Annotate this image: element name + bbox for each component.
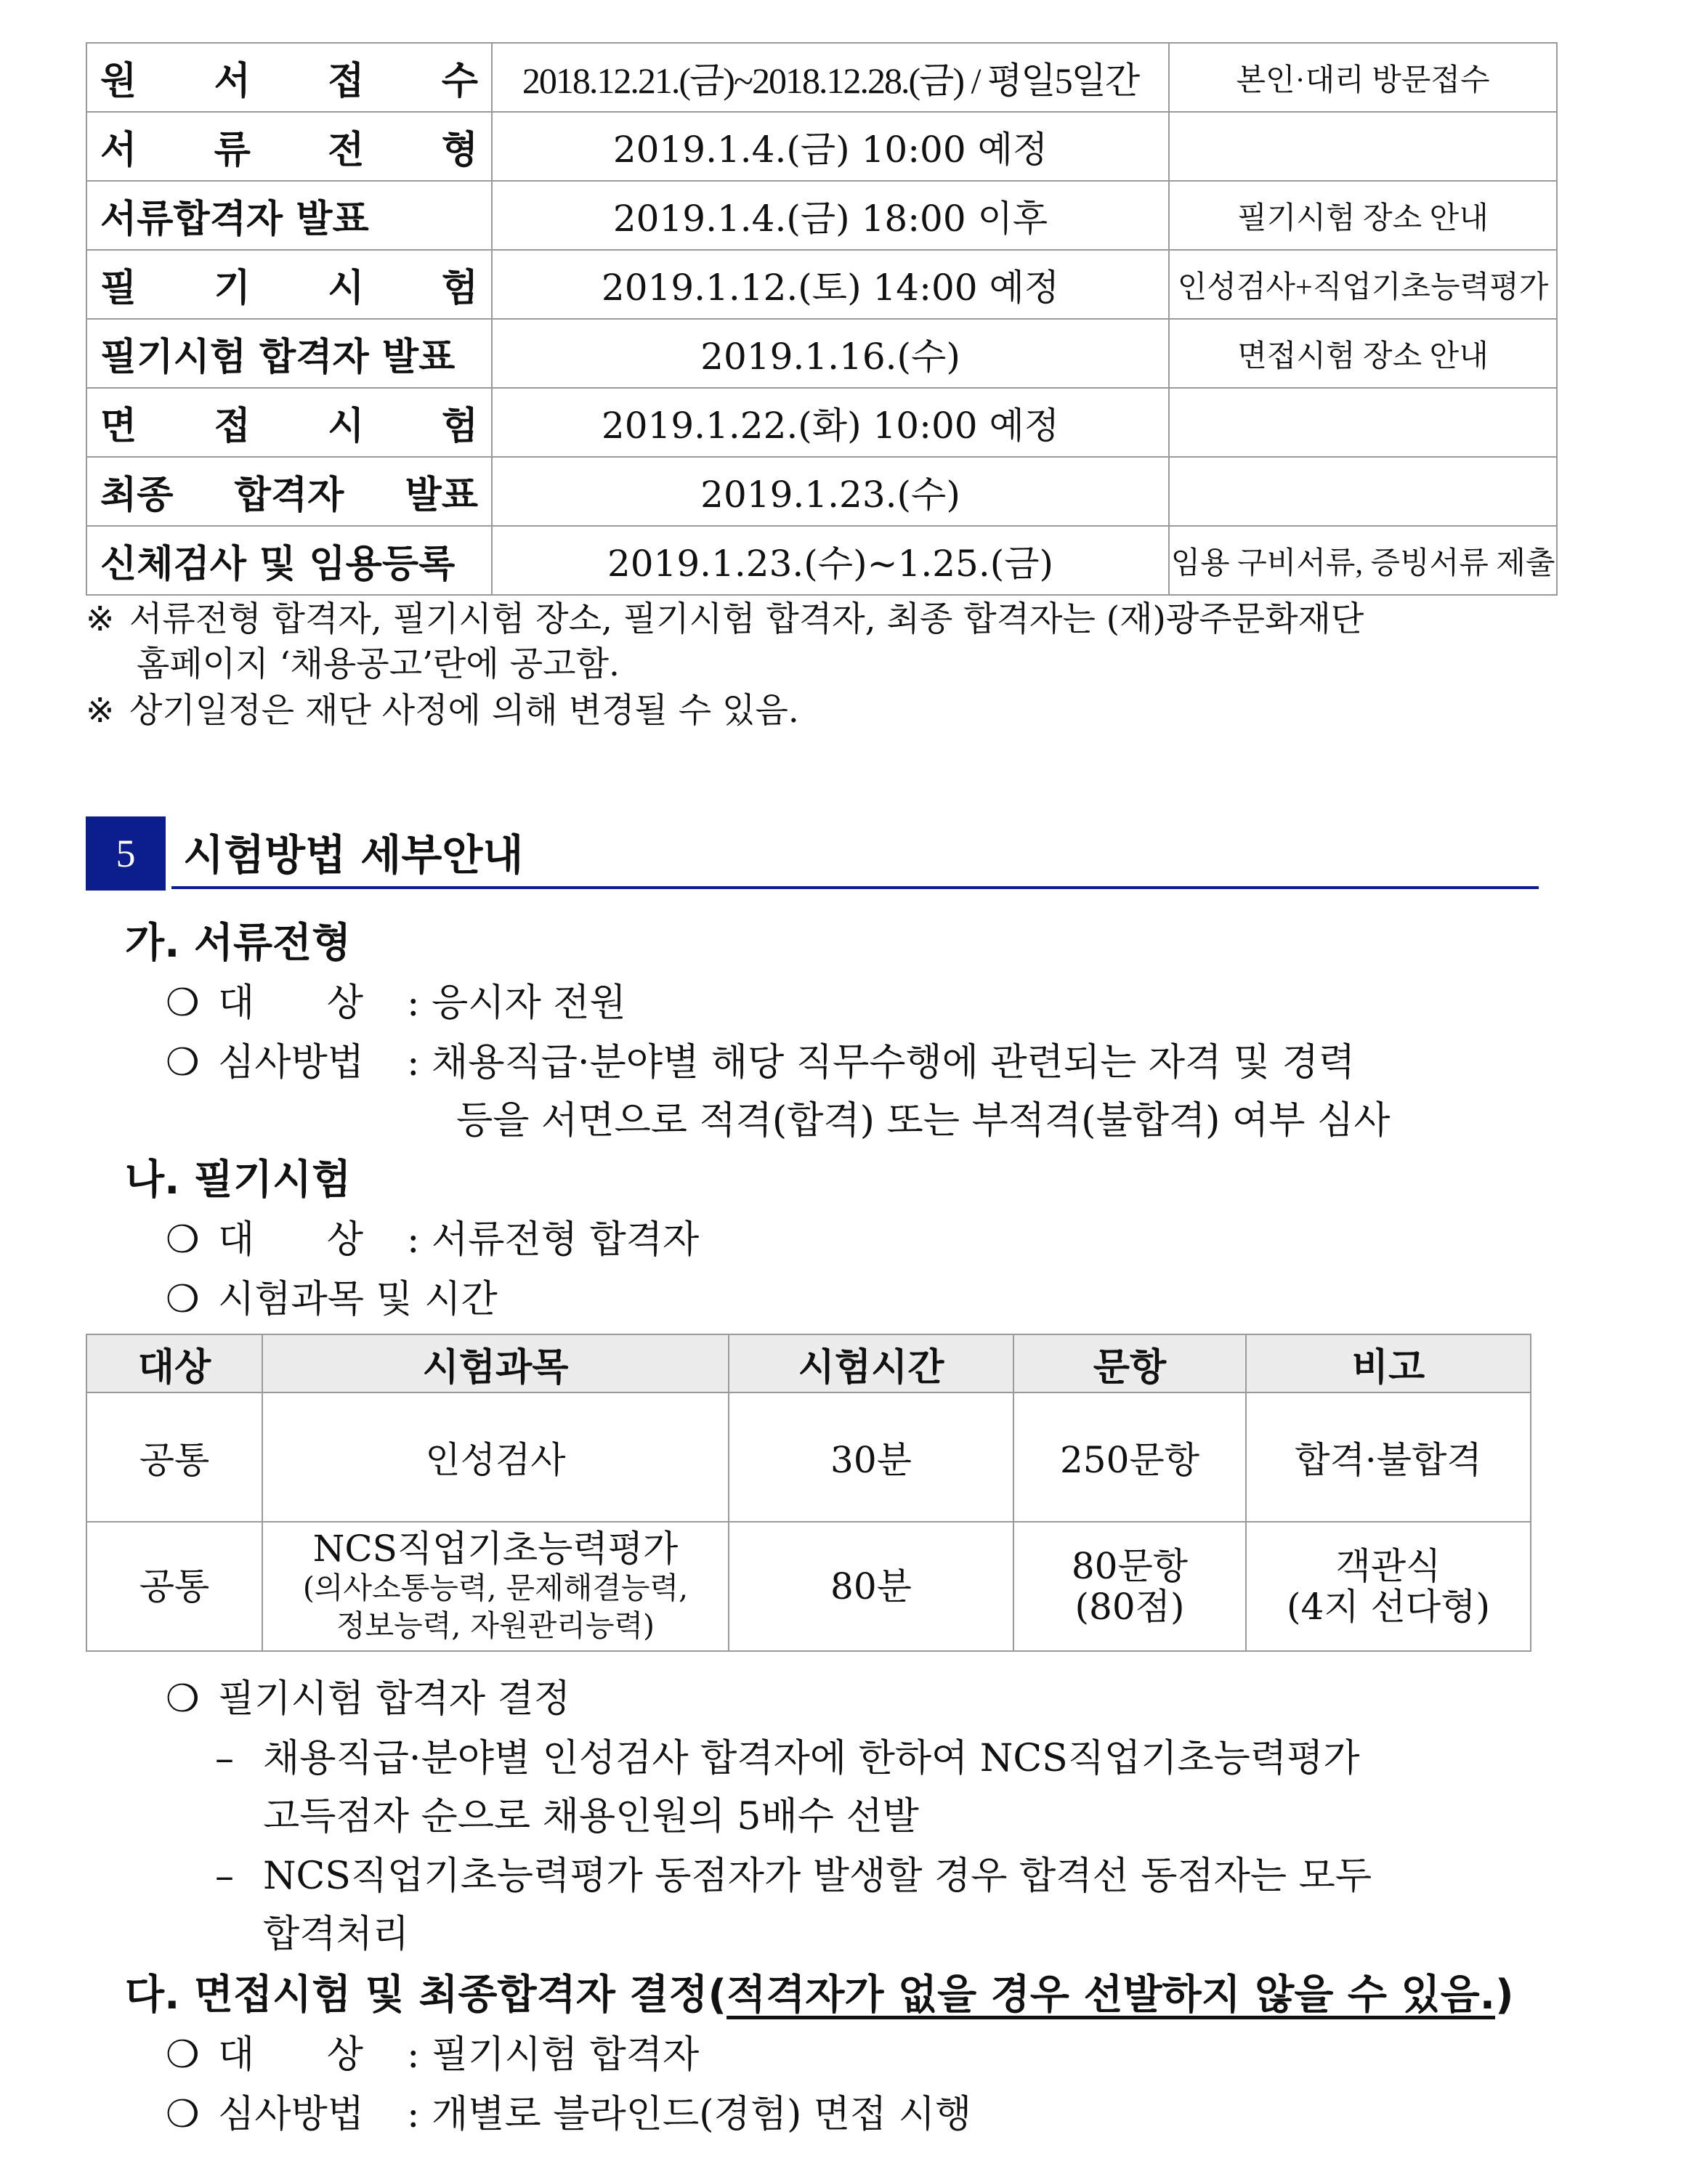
row-label: 서 류 전 형: [100, 129, 478, 172]
cell-target: 공통: [86, 1522, 262, 1651]
item-text: 필기시험 합격자 결정: [218, 1677, 571, 1721]
dash-mark: –: [215, 1854, 234, 1898]
column-header: 시험시간: [729, 1334, 1013, 1392]
list-item: [166, 1668, 570, 1722]
list-item: [166, 1031, 1355, 1086]
item-text: : 응시자 전원: [407, 981, 626, 1025]
row-date: 2018.12.21.(금)~2018.12.28.(금) / 평일5일간: [492, 43, 1169, 112]
column-header: 시험과목: [262, 1334, 729, 1392]
section-underline: [171, 886, 1539, 889]
row-label: 서류합격자 발표: [100, 198, 369, 241]
subject-detail: (의사소통능력, 문제해결능력,: [302, 1570, 689, 1605]
note-mark: ※: [86, 691, 115, 731]
row-note: 임용 구비서류, 증빙서류 제출: [1169, 526, 1557, 595]
circle-bullet-icon: ❍: [166, 1278, 200, 1321]
item-key: 대 상: [218, 2033, 363, 2077]
subsection-heading-na: 나. 필기시험: [125, 1156, 352, 1204]
item-key: 대 상: [218, 1218, 363, 1262]
column-header: 문항: [1013, 1334, 1246, 1392]
subsection-heading-da: 다. 면접시험 및 최종합격자 결정(적격자가 없을 경우 선발하지 않을 수 있음.): [125, 1971, 1514, 2019]
cell-note: 합격·불합격: [1246, 1392, 1531, 1522]
list-item: [166, 2083, 971, 2138]
row-date: 2019.1.4.(금) 18:00 이후: [492, 181, 1169, 250]
row-note: [1169, 388, 1557, 457]
row-date: 2019.1.22.(화) 10:00 예정: [492, 388, 1169, 457]
row-date: 2019.1.4.(금) 10:00 예정: [492, 112, 1169, 181]
item-text: : 채용직급·분야별 해당 직무수행에 관련되는 자격 및 경력: [407, 1041, 1356, 1084]
schedule-note-continued: 홈페이지 ‘채용공고’란에 공고함.: [137, 644, 620, 684]
section-title: 시험방법 세부안내: [183, 830, 524, 880]
schedule-table: [86, 42, 1558, 596]
row-label: 신체검사 및 임용등록: [100, 543, 456, 586]
subsection-heading-ga: 가. 서류전형: [125, 920, 352, 967]
table-row: [86, 457, 1557, 526]
row-date: 2019.1.16.(수): [492, 319, 1169, 388]
dash-item: – 채용직급·분야별 인성검사 합격자에 한하여 NCS직업기초능력평가: [215, 1737, 1360, 1780]
row-note: 인성검사+직업기초능력평가: [1169, 250, 1557, 319]
cell-time: 30분: [729, 1392, 1013, 1522]
item-key: 심사방법: [218, 1041, 364, 1084]
note-text: 상기일정은 재단 사정에 의해 변경될 수 있음.: [129, 691, 799, 731]
column-header: 대상: [86, 1334, 262, 1392]
table-row: [86, 388, 1557, 457]
row-label: 필기시험 합격자 발표: [100, 336, 456, 379]
table-row: [86, 43, 1557, 112]
dash-mark: –: [215, 1737, 234, 1780]
dash-item-continued: 합격처리: [263, 1913, 409, 1956]
item-key: 대 상: [218, 981, 363, 1025]
item-text: 시험과목 및 시간: [218, 1278, 498, 1321]
item-text: : 개별로 블라인드(경험) 면접 시행: [407, 2093, 972, 2136]
item-text: : 서류전형 합격자: [407, 1218, 700, 1262]
list-item-continued: 등을 서면으로 적격(합격) 또는 부적격(불합격) 여부 심사: [456, 1099, 1391, 1143]
item-text: : 필기시험 합격자: [407, 2033, 700, 2077]
row-date: 2019.1.23.(수): [492, 457, 1169, 526]
exam-table: [86, 1334, 1531, 1652]
list-item: [166, 972, 626, 1026]
cell-items: 80문항 (80점): [1013, 1522, 1246, 1651]
item-key: 심사방법: [218, 2093, 364, 2136]
note-mark: ※: [86, 599, 115, 639]
note-text: 서류전형 합격자, 필기시험 장소, 필기시험 합격자, 최종 합격자는 (재)광주문화재단: [129, 599, 1364, 639]
row-date: 2019.1.23.(수)~1.25.(금): [492, 526, 1169, 595]
table-row: [86, 1392, 1531, 1522]
circle-bullet-icon: ❍: [166, 981, 200, 1025]
list-item: [166, 1268, 498, 1323]
row-label: 면 접 시 험: [100, 405, 478, 448]
table-row: [86, 319, 1557, 388]
circle-bullet-icon: ❍: [166, 2033, 200, 2077]
circle-bullet-icon: ❍: [166, 2093, 200, 2136]
schedule-note: [86, 689, 799, 734]
row-date: 2019.1.12.(토) 14:00 예정: [492, 250, 1169, 319]
row-label: 최종 합격자 발표: [100, 474, 478, 517]
list-item: [166, 1209, 699, 1263]
row-note: 본인·대리 방문접수: [1169, 43, 1557, 112]
underlined-notice: 적격자가 없을 경우 선발하지 않을 수 있음.: [726, 1971, 1495, 2019]
cell-subject: 인성검사: [262, 1392, 729, 1522]
schedule-note: [86, 597, 1364, 642]
row-note: 필기시험 장소 안내: [1169, 181, 1557, 250]
cell-note: 객관식 (4지 선다형): [1246, 1522, 1531, 1651]
table-header-row: [86, 1334, 1531, 1392]
cell-items: 250문항: [1013, 1392, 1246, 1522]
circle-bullet-icon: ❍: [166, 1218, 200, 1262]
row-note: [1169, 457, 1557, 526]
table-row: [86, 250, 1557, 319]
table-row: [86, 112, 1557, 181]
table-row: [86, 1522, 1531, 1651]
cell-target: 공통: [86, 1392, 262, 1522]
column-header: 비고: [1246, 1334, 1531, 1392]
row-note: [1169, 112, 1557, 181]
circle-bullet-icon: ❍: [166, 1677, 200, 1721]
list-item: [166, 2024, 699, 2078]
section-number-badge: 5: [86, 816, 166, 891]
circle-bullet-icon: ❍: [166, 1041, 200, 1084]
dash-item: – NCS직업기초능력평가 동점자가 발생할 경우 합격선 동점자는 모두: [215, 1854, 1372, 1898]
subject-name: NCS직업기초능력평가: [312, 1528, 679, 1570]
dash-item-continued: 고득점자 순으로 채용인원의 5배수 선발: [263, 1795, 919, 1838]
table-row: [86, 526, 1557, 595]
table-row: [86, 181, 1557, 250]
row-label: 필 기 시 험: [100, 267, 478, 310]
row-note: 면접시험 장소 안내: [1169, 319, 1557, 388]
cell-time: 80분: [729, 1522, 1013, 1651]
cell-subject: [262, 1522, 729, 1651]
row-label: 원 서 접 수: [100, 60, 478, 103]
subject-detail: 정보능력, 자원관리능력): [336, 1608, 655, 1643]
